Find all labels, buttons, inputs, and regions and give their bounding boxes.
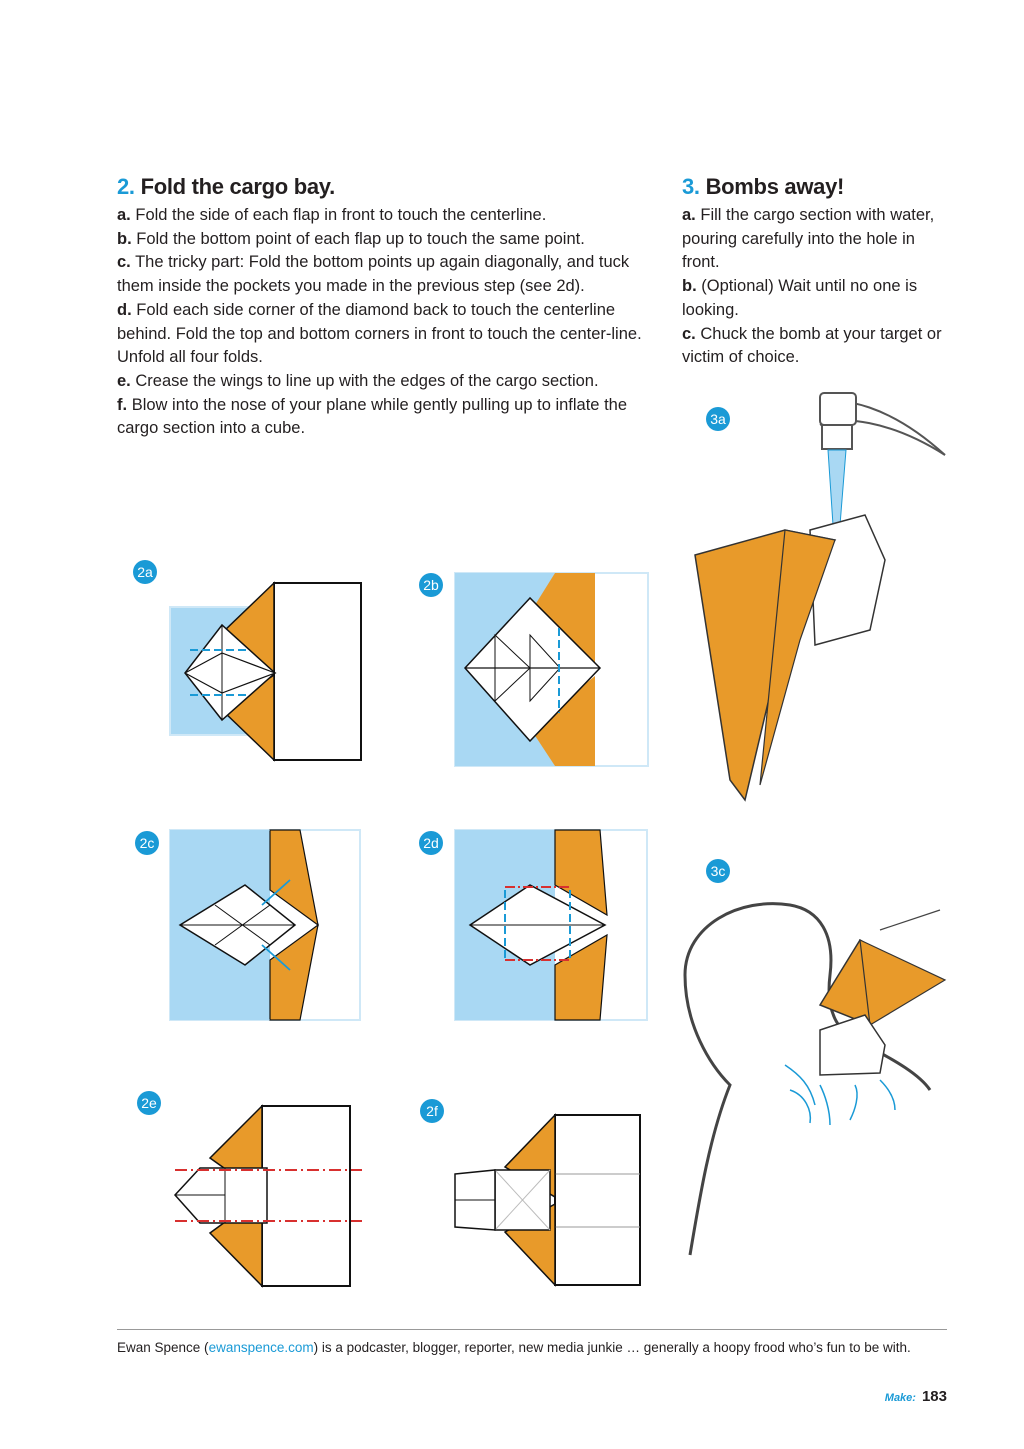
step-text: (Optional) Wait until no one is looking.: [682, 277, 918, 319]
section-2: [117, 174, 667, 441]
section-2-heading: [117, 174, 667, 200]
step-text: Crease the wings to line up with the edges of the cargo section.: [135, 371, 599, 390]
figure-2d-label: 2d: [419, 831, 443, 855]
step-3c: [682, 323, 947, 370]
section-3: [682, 174, 947, 370]
author-website-link[interactable]: ewanspence.com: [208, 1340, 314, 1355]
step-letter: f.: [117, 395, 128, 414]
figure-3c-illustration: [680, 895, 950, 1260]
figure-2a-label: 2a: [133, 560, 157, 584]
step-text: Fold the side of each flap in front to touch the centerline.: [135, 206, 547, 224]
figure-2f-illustration: [450, 1112, 645, 1287]
step-text: Blow into the nose of your plane while gently pulling up to inflate the cargo section into a cube.: [117, 395, 628, 438]
step-2e: [117, 370, 667, 394]
step-text: Chuck the bomb at your target or victim of choice.: [682, 324, 942, 367]
figure-2c-illustration: [170, 830, 363, 1023]
step-letter: d.: [117, 300, 132, 319]
step-text: Fill the cargo section with water, pouring carefully into the hole in front.: [682, 206, 935, 272]
step-letter: a.: [117, 206, 131, 224]
step-2b: [117, 228, 667, 252]
page-folio: [885, 1388, 947, 1405]
section-3-number: 3.: [682, 174, 700, 199]
section-2-title: Fold the cargo bay.: [140, 174, 335, 199]
step-letter: a.: [682, 206, 696, 224]
figure-2c-label: 2c: [135, 831, 159, 855]
magazine-brand: Make:: [884, 1392, 916, 1404]
figure-2b-label: 2b: [419, 573, 443, 597]
figure-2a-illustration: [160, 575, 370, 765]
step-2a: [117, 204, 667, 228]
step-2c: [117, 251, 667, 298]
step-text: Fold the bottom point of each flap up to touch the same point.: [136, 229, 585, 248]
figure-2e-label: 2e: [137, 1091, 161, 1115]
credit-text: ) is a podcaster, blogger, reporter, new media junkie … generally a hoopy frood who’s fun to be with.: [313, 1340, 911, 1355]
step-3b: [682, 275, 947, 322]
credit-text: Ewan Spence (: [117, 1340, 209, 1355]
step-letter: c.: [682, 324, 696, 343]
step-letter: e.: [117, 371, 131, 390]
step-3a: [682, 204, 947, 275]
figure-2f-label: 2f: [420, 1099, 444, 1123]
section-3-heading: [682, 174, 947, 200]
footer-rule: [117, 1329, 947, 1330]
figure-3a-label: 3a: [706, 407, 730, 431]
page-number: 183: [921, 1388, 947, 1405]
step-2d: [117, 299, 667, 370]
step-letter: b.: [682, 277, 697, 296]
step-text: Fold each side corner of the diamond back to touch the centerline behind. Fold the top and bottom corners in front to touch the center-line. Unfold all four folds.: [117, 300, 642, 367]
figure-2e-illustration: [170, 1103, 365, 1288]
step-text: The tricky part: Fold the bottom points up again diagonally, and tuck them inside the pockets you made in the previous step (see 2d).: [117, 253, 630, 296]
author-credit: [117, 1340, 911, 1355]
figure-3c-label: 3c: [706, 859, 730, 883]
section-2-number: 2.: [117, 174, 135, 199]
step-letter: c.: [117, 253, 131, 272]
figure-2b-illustration: [455, 573, 650, 768]
section-3-title: Bombs away!: [705, 174, 845, 199]
step-2f: [117, 394, 667, 441]
figure-3a-illustration: [690, 390, 950, 810]
figure-2d-illustration: [455, 830, 650, 1023]
step-letter: b.: [117, 229, 132, 248]
